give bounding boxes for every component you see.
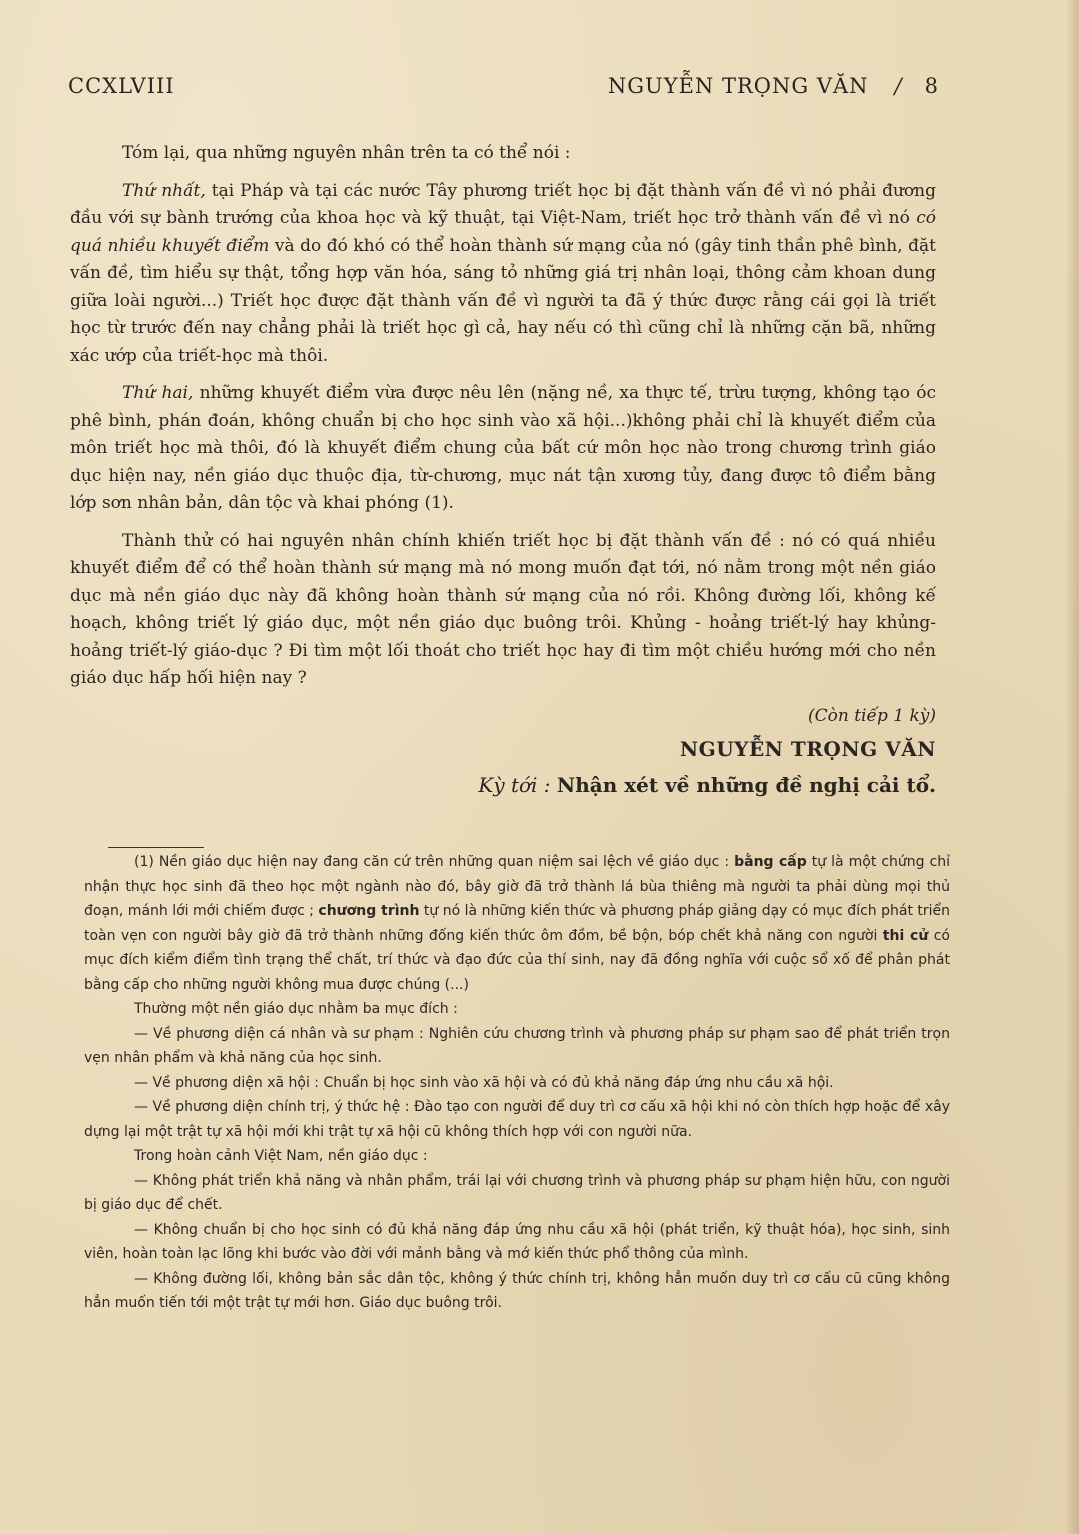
header-separator: / <box>894 74 903 98</box>
footnote-1-text-a: (1) Nền giáo dục hiện nay đang căn cứ trên những quan niệm sai lệch về giáo dục : <box>134 854 735 870</box>
paragraph-2-lead: Thứ nhất, <box>122 180 206 201</box>
paragraph-4-text: Thành thử có hai nguyên nhân chính khiến triết học bị đặt thành vấn đề : nó có quá nhiều khuyết điểm để có thể hoàn thành sứ mạng mà nó mong muốn đạt tới, nó nằm trong một nền giáo dục mà nền giáo dục này đã không hoàn thành sứ mạng của nó rồi. Không đường lối, không kế hoạch, không triết lý giáo dục, một nền giáo dục buông trôi. Khủng - hoảng triết-lý hay khủng-hoảng triết-lý giáo-dục ? Đi tìm một lối thoát cho triết học hay đi tìm một chiều hướng mới cho nền giáo dục hấp hối hiện nay ? <box>70 530 936 688</box>
footnote-1-bold-3: thi cử <box>882 927 929 944</box>
footnote <box>84 850 950 1316</box>
continued-note: (Còn tiếp 1 kỳ) <box>808 705 936 726</box>
footnote-1-text-c: tự là một chứng chỉ nhận thực học sinh đã theo học một ngành nào đó, bây giờ đã trở thành lá bùa thiêng mà người ta phải dùng mọi thủ đoạn, mánh lới mới chiếm được ; <box>84 854 950 919</box>
article-body <box>70 140 936 799</box>
signature: NGUYỄN TRỌNG VĂN <box>679 737 936 761</box>
page-number: 8 <box>924 74 939 98</box>
paragraph-3 <box>70 380 936 518</box>
next-issue-title: Nhận xét về những đề nghị cải tổ. <box>556 772 936 797</box>
page-edge <box>1065 0 1079 1534</box>
footnote-line-8: — Không chuẩn bị cho học sinh có đủ khả năng đáp ứng nhu cầu xã hội (phát triển, kỹ thuật hóa), học sinh, sinh viên, hoàn toàn lạc lõng khi bước vào đời với mảnh bằng và mớ kiến thức phổ thông của mình. <box>84 1221 950 1262</box>
footnote-1-bold-1: bằng cấp <box>734 854 807 870</box>
paragraph-3-text: những khuyết điểm vừa được nêu lên (nặng nề, xa thực tế, trừu tượng, không tạo óc phê bình, phán đoán, không chuẩn bị cho học sinh vào xã hội...)không phải chỉ là khuyết điểm của môn triết học mà thôi, đó là khuyết điểm chung của bất cứ môn học nào trong chương trình giáo dục hiện nay, nền giáo dục thuộc địa, từ-chương, mục nát tận xương tủy, đang được tô điểm bằng lớp sơn nhân bản, dân tộc và khai phóng (1). <box>70 383 936 513</box>
paragraph-2-text-b: và do đó khó có thể hoàn thành sứ mạng của nó (gây tinh thần phê bình, đặt vấn đề, tìm hiểu sự thật, tổng hợp văn hóa, sáng tỏ những giá trị nhân loại, thông cảm khoan dung giữa loài người...) Triết học được đặt thành vấn đề vì người ta đã ý thức được rằng cái gọi là triết học từ trước đến nay chẳng phải là triết học gì cả, hay nếu có thì cũng chỉ là những cặn bã, những xác ướp của triết-học mà thôi. <box>70 235 936 366</box>
header-author: NGUYỄN TRỌNG VĂN <box>607 74 869 98</box>
footnote-line-3: — Về phương diện cá nhân và sư phạm : Nghiên cứu chương trình và phương pháp sư phạm sao để phát triển trọn vẹn nhân phẩm và khả năng của học sinh. <box>84 1025 950 1066</box>
footnote-line-7: — Không phát triển khả năng và nhân phẩm, trái lại với chương trình và phương pháp sư phạm hiện hữu, con người bị giáo dục để chết. <box>84 1172 950 1213</box>
footnote-1-bold-2: chương trình <box>318 903 420 919</box>
paragraph-4 <box>70 528 936 693</box>
paragraph-3-lead: Thứ hai, <box>122 383 194 403</box>
paragraph-2-text-a: tại Pháp và tại các nước Tây phương triết học bị đặt thành vấn đề vì nó phải đương đầu với sự bành trướng của khoa học và kỹ thuật, tại Việt-Nam, triết học trở thành vấn đề vì nó <box>70 180 936 228</box>
footnote-line-9: — Không đường lối, không bản sắc dân tộc, không ý thức chính trị, không hẳn muốn duy trì cơ cấu cũ cũng không hẳn muốn tiến tới một trật tự mới hơn. Giáo dục buông trôi. <box>84 1270 950 1311</box>
footnote-1-text-d: tự nó là những kiến thức và phương pháp giảng dạy có mục đích phát triển toàn vẹn con người bây giờ đã trở thành những đống kiến thức ôm đồm, bề bộn, bóp chết khả năng con người <box>84 903 951 944</box>
footnote-line-2: Thường một nền giáo dục nhằm ba mục đích : <box>134 1001 458 1017</box>
running-header <box>68 74 939 104</box>
footnote-line-5: — Về phương diện chính trị, ý thức hệ : Đào tạo con người để duy trì cơ cấu xã hội khi nó còn thích hợp hoặc để xây dựng lại một trật tự xã hội mới khi trật tự xã hội cũ không thích hợp với con người nữa. <box>84 1099 950 1140</box>
next-issue-label: Kỳ tới : <box>478 772 551 797</box>
footnote-1-text-e: có mục đích kiểm điểm tình trạng thể chất, trí thức và đạo đức của thí sinh, nay đã đồng nghĩa với cuộc sổ xố để phân phát bằng cấp cho những người không mua được chúng (...) <box>84 927 950 993</box>
footnote-line-6: Trong hoàn cảnh Việt Nam, nền giáo dục : <box>134 1148 428 1164</box>
paragraph-1 <box>70 140 936 168</box>
page-roman-numeral: CCXLVIII <box>68 74 175 98</box>
footnote-rule <box>108 847 204 848</box>
paragraph-1-text: Tóm lại, qua những nguyên nhân trên ta có thể nói : <box>122 143 571 163</box>
paragraph-2-emphasis: có quá nhiều khuyết điểm <box>70 208 936 256</box>
next-issue <box>70 772 936 800</box>
footnote-line-4: — Về phương diện xã hội : Chuẩn bị học sinh vào xã hội và có đủ khả năng đáp ứng nhu cầu xã hội. <box>134 1074 834 1091</box>
header-right <box>608 74 939 98</box>
paragraph-2 <box>70 178 936 371</box>
footnote-1 <box>84 850 950 997</box>
